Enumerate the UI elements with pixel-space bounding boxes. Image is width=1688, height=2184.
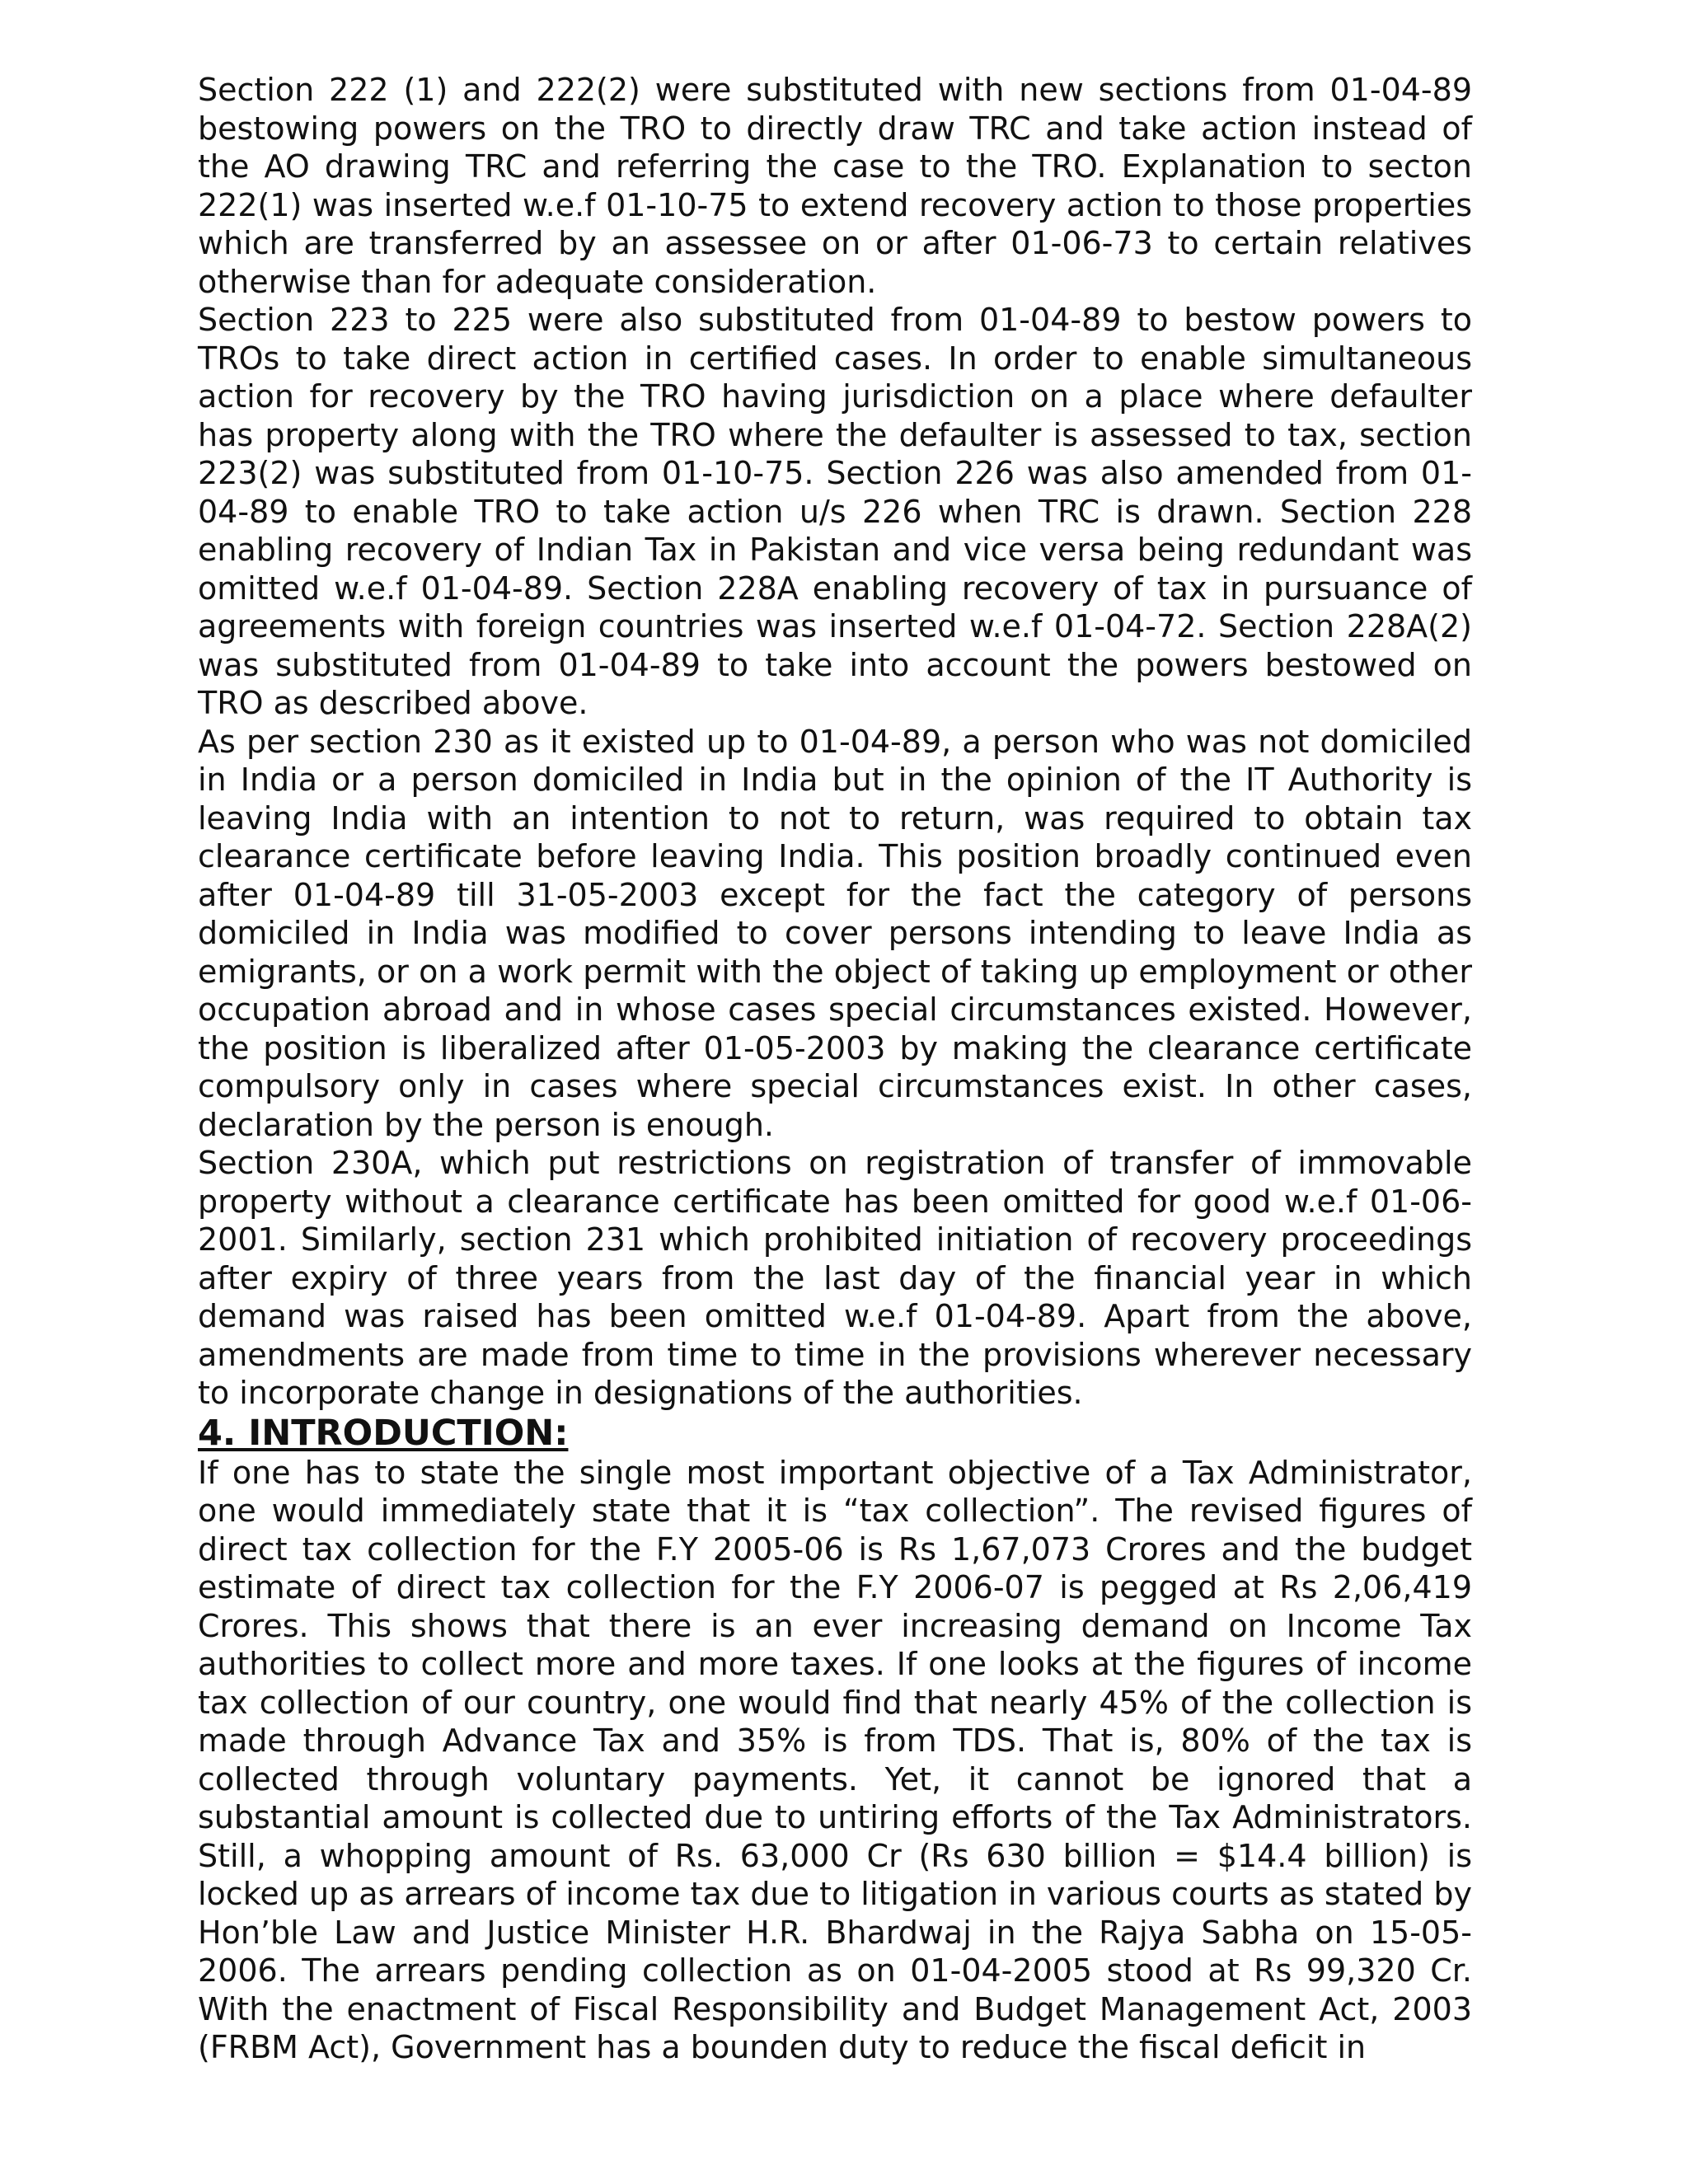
paragraph-sections-222: Section 222 (1) and 222(2) were substituted with new sections from 01-04-89 bestowing powers on the TRO to directly draw TRC and take action instead of the AO drawing TRC and referring the case to the TRO. Explanation to secton 222(1) was inserted w.e.f 01-10-75 to extend recovery action to those properties which are transferred by an assessee on or after 01-06-73 to certain relatives otherwise than for adequate consideration.	[198, 72, 1472, 300]
document-page	[198, 71, 1472, 2067]
paragraph-introduction: If one has to state the single most important objective of a Tax Administrator, one would immediately state that it is “tax collection”. The revised figures of direct tax collection for the F.Y 2005-06 is Rs 1,67,073 Crores and the budget estimate of direct tax collection for the F.Y 2006-07 is pegged at Rs 2,06,419 Crores. This shows that there is an ever increasing demand on Income Tax authorities to collect more and more taxes. If one looks at the figures of income tax collection of our country, one would find that nearly 45% of the collection is made through Advance Tax and 35% is from TDS. That is, 80% of the tax is collected through voluntary payments. Yet, it cannot be ignored that a substantial amount is collected due to untiring efforts of the Tax Administrators. Still, a whopping amount of Rs. 63,000 Cr (Rs 630 billion = $14.4 billion) is locked up as arrears of income tax due to litigation in various courts as stated by Hon’ble Law and Justice Minister H.R. Bhardwaj in the Rajya Sabha on 15-05-2006. The arrears pending collection as on 01-04-2005 stood at Rs 99,320 Cr. With the enactment of Fiscal Responsibility and Budget Management Act, 2003 (FRBM Act), Government has a bounden duty to reduce the fiscal deficit in	[198, 1454, 1472, 2065]
paragraph-section-230a-231: Section 230A, which put restrictions on registration of transfer of immovable property without a clearance certificate has been omitted for good w.e.f 01-06-2001. Similarly, section 231 which prohibited initiation of recovery proceedings after expiry of three years from the last day of the financial year in which demand was raised has been omitted w.e.f 01-04-89. Apart from the above, amendments are made from time to time in the provisions wherever necessary to incorporate change in designations of the authorities.	[198, 1145, 1472, 1411]
paragraph-section-230: As per section 230 as it existed up to 01-04-89, a person who was not domiciled in India or a person domiciled in India but in the opinion of the IT Authority is leaving India with an intention to not to return, was required to obtain tax clearance certificate before leaving India. This position broadly continued even after 01-04-89 till 31-05-2003 except for the fact the category of persons domiciled in India was modified to cover persons intending to leave India as emigrants, or on a work permit with the object of taking up employment or other occupation abroad and in whose cases special circumstances existed. However, the position is liberalized after 01-05-2003 by making the clearance certificate compulsory only in cases where special circumstances exist. In other cases, declaration by the person is enough.	[198, 723, 1472, 1143]
section-heading-introduction: 4. INTRODUCTION:	[198, 1412, 569, 1454]
paragraph-sections-223-228a: Section 223 to 225 were also substituted from 01-04-89 to bestow powers to TROs to take direct action in certified cases. In order to enable simultaneous action for recovery by the TRO having jurisdiction on a place where defaulter has property along with the TRO where the defaulter is assessed to tax, section 223(2) was substituted from 01-10-75. Section 226 was also amended from 01-04-89 to enable TRO to take action u/s 226 when TRC is drawn. Section 228 enabling recovery of Indian Tax in Pakistan and vice versa being redundant was omitted w.e.f 01-04-89. Section 228A enabling recovery of tax in pursuance of agreements with foreign countries was inserted w.e.f 01-04-72. Section 228A(2) was substituted from 01-04-89 to take into account the powers bestowed on TRO as described above.	[198, 302, 1472, 721]
